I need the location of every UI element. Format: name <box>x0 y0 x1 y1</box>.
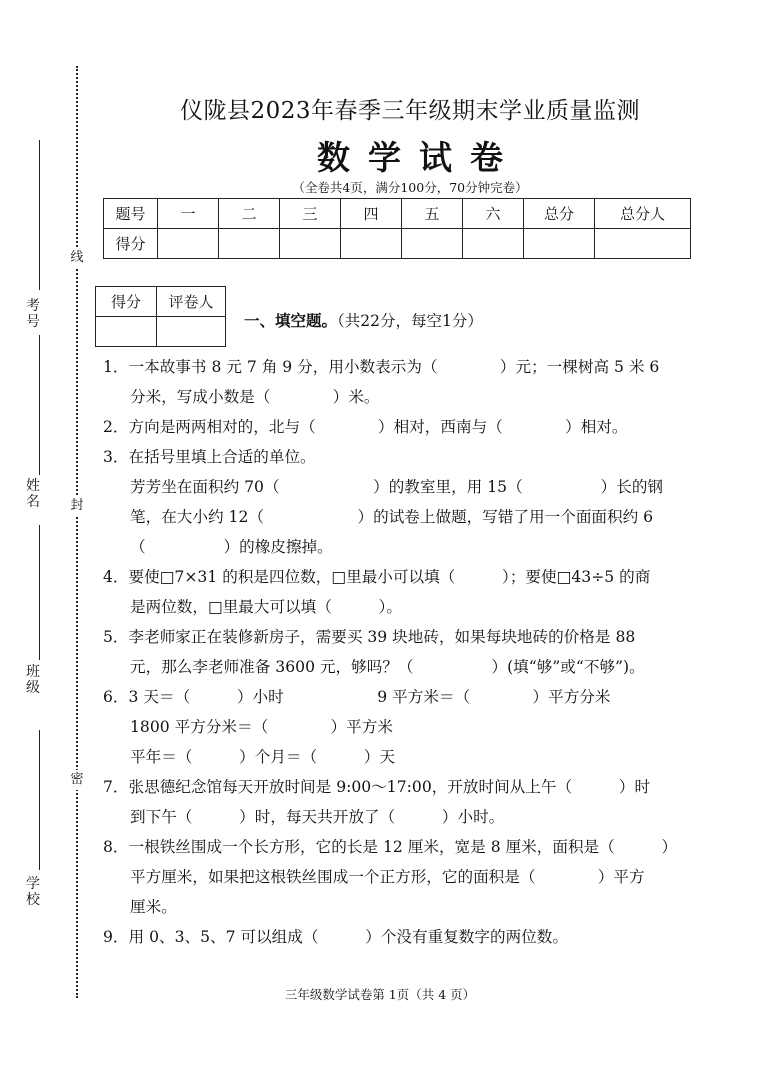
question-line: 5．李老师家正在装修新房子，需要买 39 块地砖，如果每块地砖的价格是 88 <box>103 628 636 646</box>
score-input-cell[interactable] <box>595 229 691 259</box>
score-cell: 三 <box>280 199 341 229</box>
score-cell: 总分 <box>524 199 595 229</box>
exam-note: （全卷共4页，满分100分，70分钟完卷） <box>292 180 528 195</box>
question-line: 笔，在大小约 12（ ）的试卷上做题，写错了用一个面面积约 6 <box>130 508 654 526</box>
exam-number-line <box>39 140 40 290</box>
grader-score-cell[interactable] <box>96 317 157 347</box>
score-input-cell[interactable] <box>280 229 341 259</box>
grader-name-cell[interactable] <box>157 317 226 347</box>
question-line: 3．在括号里填上合适的单位。 <box>103 448 316 466</box>
score-cell: 六 <box>463 199 524 229</box>
question-line: 4．要使□7×31 的积是四位数，□里最小可以填（ ）；要使□43÷5 的商 <box>103 568 651 586</box>
score-table-header-row <box>104 199 691 229</box>
seal-word-secret: 密 <box>68 770 86 790</box>
question-line: 1800 平方分米＝（ ）平方米 <box>130 718 393 736</box>
grader-table <box>95 286 226 347</box>
question-line: 是两位数，□里最大可以填（ ）。 <box>130 598 403 616</box>
score-cell: 题号 <box>104 199 158 229</box>
question-line: 6．3 天＝（ ）小时 9 平方米＝（ ）平方分米 <box>103 688 611 706</box>
score-input-cell[interactable] <box>341 229 402 259</box>
score-cell: 总分人 <box>595 199 691 229</box>
question-line: 2．方向是两两相对的，北与（ ）相对，西南与（ ）相对。 <box>103 418 628 436</box>
name-line <box>39 335 40 475</box>
question-line: 到下午（ ）时，每天共开放了（ ）小时。 <box>130 808 505 826</box>
page-footer: 三年级数学试卷第 1页（共 4 页） <box>284 987 476 1002</box>
score-cell: 二 <box>219 199 280 229</box>
score-cell: 四 <box>341 199 402 229</box>
seal-word-line: 线 <box>68 248 86 268</box>
subject-title: 数学试卷 <box>317 138 521 177</box>
question-line: 平年＝（ ）个月＝（ ）天 <box>130 748 396 766</box>
score-cell: 五 <box>402 199 463 229</box>
question-line: 9．用 0、3、5、7 可以组成（ ）个没有重复数字的两位数。 <box>103 928 568 946</box>
binding-margin <box>0 0 95 1000</box>
question-line: 1．一本故事书 8 元 7 角 9 分，用小数表示为（ ）元；一棵树高 5 米 6 <box>103 358 660 376</box>
school-label: 学校 <box>26 876 40 908</box>
grader-score-label: 得分 <box>96 287 157 317</box>
score-input-cell[interactable] <box>402 229 463 259</box>
question-line: （ ）的橡皮擦掉。 <box>130 538 333 556</box>
question-line: 8．一根铁丝围成一个长方形，它的长是 12 厘米，宽是 8 厘米，面积是（ ） <box>103 838 678 856</box>
question-line: 厘米。 <box>130 898 177 916</box>
school-line <box>39 730 40 870</box>
score-table-score-row <box>104 229 691 259</box>
section-title: 一、填空题。 <box>244 312 338 330</box>
score-input-cell[interactable] <box>524 229 595 259</box>
score-input-cell[interactable] <box>463 229 524 259</box>
name-label: 姓名 <box>26 478 40 510</box>
score-table <box>103 198 691 259</box>
question-line: 平方厘米，如果把这根铁丝围成一个正方形，它的面积是（ ）平方 <box>130 868 645 886</box>
grader-name-label: 评卷人 <box>157 287 226 317</box>
score-input-cell[interactable] <box>219 229 280 259</box>
question-line: 7．张思德纪念馆每天开放时间是 9:00～17:00，开放时间从上午（ ）时 <box>103 778 651 796</box>
section-heading <box>244 309 483 331</box>
score-input-cell[interactable] <box>158 229 219 259</box>
question-line: 元，那么李老师准备 3600 元，够吗？（ ）(填“够”或“不够”)。 <box>130 658 645 676</box>
section-note: （共22分，每空1分） <box>337 312 483 330</box>
exam-title: 仪陇县2023年春季三年级期末学业质量监测 <box>179 98 641 124</box>
score-cell: 一 <box>158 199 219 229</box>
class-label: 班级 <box>26 664 40 696</box>
score-row-label: 得分 <box>104 229 158 259</box>
question-line: 芳芳坐在面积约 70（ ）的教室里，用 15（ ）长的钢 <box>130 478 664 496</box>
seal-word-seal: 封 <box>68 496 86 516</box>
binding-dotted-line <box>76 66 78 998</box>
exam-number-label: 考号 <box>26 298 40 330</box>
class-line <box>39 525 40 660</box>
question-line: 分米，写成小数是（ ）米。 <box>130 388 380 406</box>
